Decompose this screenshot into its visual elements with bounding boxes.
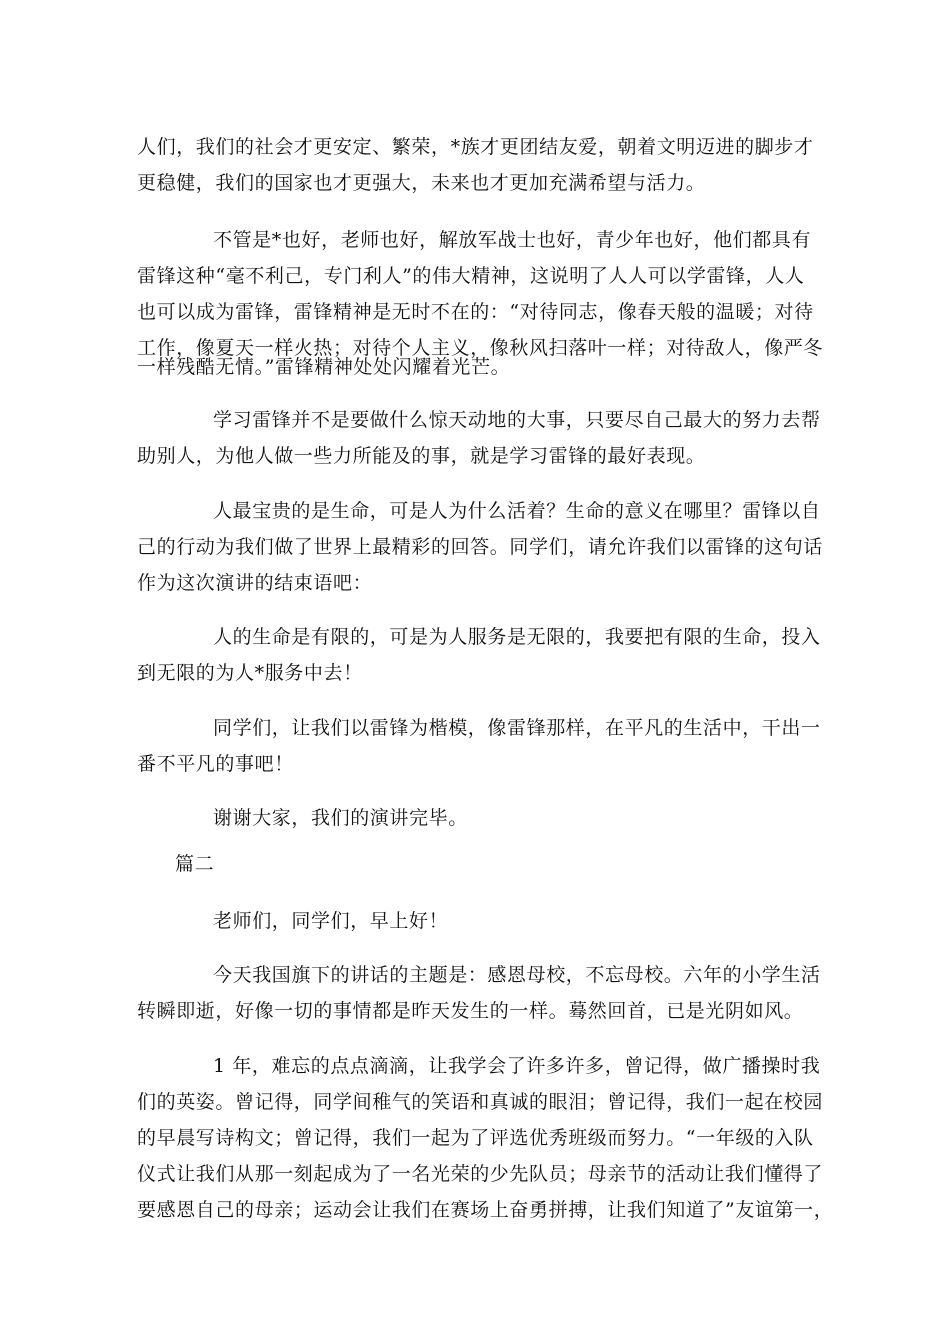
text-line: 同学们，让我们以雷锋为楷模，像雷锋那样，在平凡的生活中，干出一 (213, 717, 821, 739)
text-line: 人最宝贵的是生命，可是人为什么活着？生命的意义在哪里？雷锋以自 (213, 500, 821, 522)
text-line: 仪式让我们从那一刻起成为了一名光荣的少先队员；母亲节的活动让我们懂得了 (137, 1163, 824, 1185)
text-line: 人的生命是有限的，可是为人服务是无限的，我要把有限的生命，投入 (213, 626, 821, 648)
text-line: 一样残酷无情。”雷锋精神处处闪耀着光芒。 (137, 356, 511, 378)
text-line: 谢谢大家，我们的演讲完毕。 (213, 807, 468, 829)
text-line: 番不平凡的事吧！ (137, 753, 294, 775)
section-heading: 篇二 (175, 853, 215, 875)
text-line: 更稳健，我们的国家也才更强大，未来也才更加充满希望与活力。 (137, 172, 706, 194)
text-line: 1 年，难忘的点点滴滴，让我学会了许多许多，曾记得，做广播操时我 (213, 1055, 821, 1077)
text-line: 学习雷锋并不是要做什么惊天动地的大事，只要尽自己最大的努力去帮 (213, 409, 821, 431)
text-line: 人们，我们的社会才更安定、繁荣，*族才更团结友爱，朝着文明迈进的脚步才 (137, 136, 814, 158)
text-line: 助别人，为他人做一些力所能及的事，就是学习雷锋的最好表现。 (137, 445, 706, 467)
text-line: 们的英姿。曾记得，同学间稚气的笑语和真诚的眼泪；曾记得，我们一起在校园 (137, 1091, 824, 1113)
text-line: 作为这次演讲的结束语吧： (137, 572, 373, 594)
text-line: 不管是*也好，老师也好，解放军战士也好，青少年也好，他们都具有 (213, 229, 812, 251)
text-line: 工作，像夏天一样火热；对待个人主义，像秋风扫落叶一样；对待敌人，像严冬 (137, 337, 824, 359)
text-line: 雷锋这种“毫不利己，专门利人”的伟大精神，这说明了人人可以学雷锋，人人 (137, 265, 805, 287)
text-line: 己的行动为我们做了世界上最精彩的回答。同学们，请允许我们以雷锋的这句话 (137, 536, 824, 558)
text-line: 转瞬即逝，好像一切的事情都是昨天发生的一样。蓦然回首，已是光阴如风。 (137, 1000, 804, 1022)
text-line: 到无限的为人*服务中去！ (137, 662, 363, 684)
text-line: 的早晨写诗构文；曾记得，我们一起为了评选优秀班级而努力。“一年级的入队 (137, 1127, 814, 1149)
text-line: 今天我国旗下的讲话的主题是：感恩母校，不忘母校。六年的小学生活 (213, 964, 821, 986)
text-line: 要感恩自己的母亲；运动会让我们在赛场上奋勇拼搏，让我们知道了”友谊第一， (137, 1199, 834, 1221)
text-line: 也可以成为雷锋，雷锋精神是无时不在的：“对待同志，像春天般的温暖；对待 (137, 301, 814, 323)
text-line: 老师们，同学们，早上好！ (213, 910, 449, 932)
